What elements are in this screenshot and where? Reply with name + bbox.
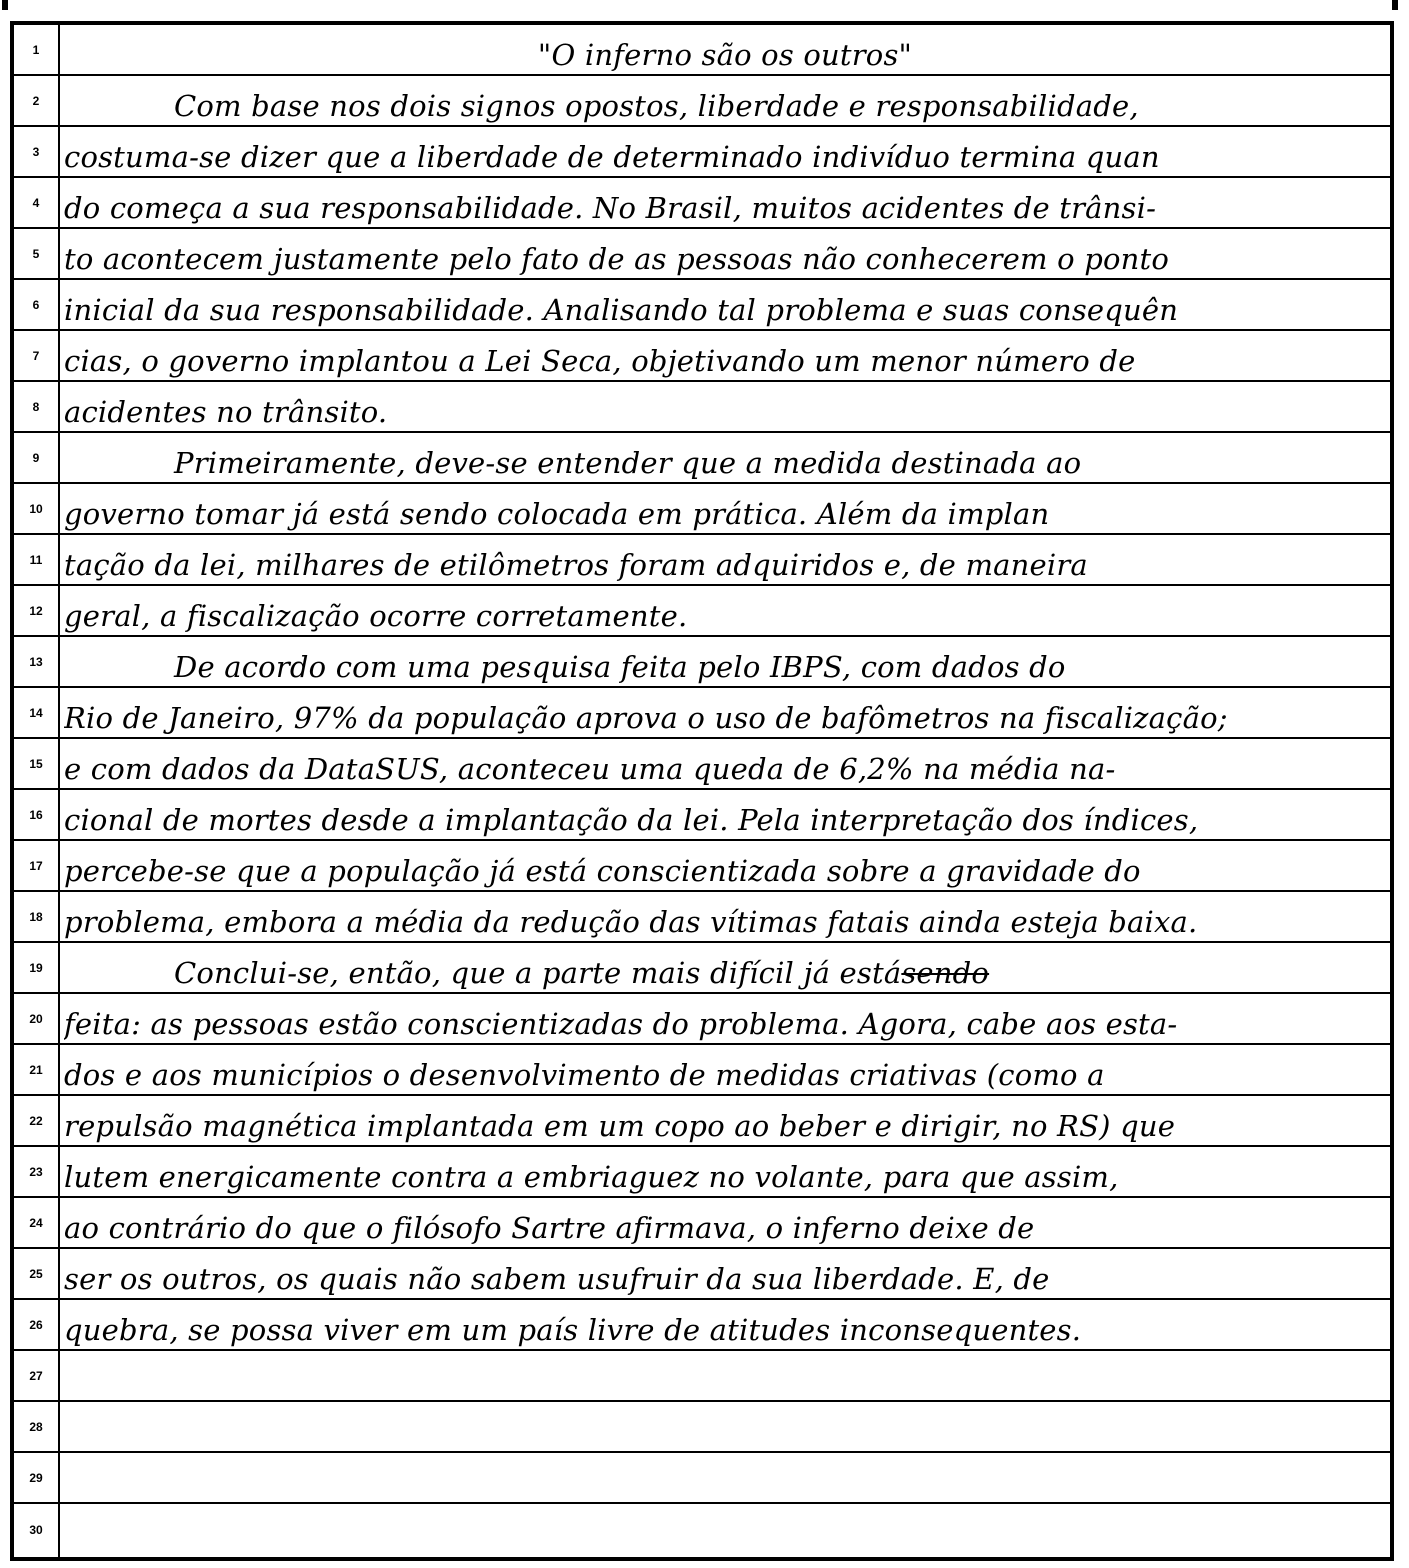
handwritten-text: to acontecem justamente pelo fato de as pessoas não conhecerem o ponto <box>64 242 1170 276</box>
essay-line <box>14 739 1390 790</box>
line-number: 28 <box>29 1419 43 1434</box>
essay-title <box>64 25 1386 73</box>
handwritten-text: e com dados da DataSUS, aconteceu uma queda de 6,2% na média na- <box>64 752 1116 786</box>
essay-line <box>14 1096 1390 1147</box>
essay-line <box>14 25 1390 76</box>
essay-line <box>14 331 1390 382</box>
line-text <box>64 1453 1386 1501</box>
struck-word: sendo <box>901 956 990 990</box>
handwritten-text: problema, embora a média da redução das vítimas fatais ainda esteja baixa. <box>64 905 1198 939</box>
essay-line <box>14 1453 1390 1504</box>
line-number: 13 <box>29 654 43 669</box>
handwritten-text: ao contrário do que o filósofo Sartre afirmava, o inferno deixe de <box>64 1211 1035 1245</box>
essay-line <box>14 892 1390 943</box>
handwritten-text: tação da lei, milhares de etilômetros foram adquiridos e, de maneira <box>64 548 1088 582</box>
line-text <box>64 1096 1386 1144</box>
essay-line <box>14 229 1390 280</box>
essay-line <box>14 382 1390 433</box>
line-text <box>64 1402 1386 1450</box>
handwritten-text: do começa a sua responsabilidade. No Brasil, muitos acidentes de trânsi- <box>64 191 1157 225</box>
line-text <box>64 739 1386 787</box>
handwritten-text: Conclui-se, então, que a parte mais difícil já está <box>174 956 902 990</box>
essay-line <box>14 586 1390 637</box>
handwritten-text: lutem energicamente contra a embriaguez no volante, para que assim, <box>64 1160 1119 1194</box>
essay-line <box>14 484 1390 535</box>
registration-mark-right <box>1392 0 1398 10</box>
line-text <box>64 1147 1386 1195</box>
handwritten-text: percebe-se que a população já está conscientizada sobre a gravidade do <box>64 854 1141 888</box>
handwritten-text: dos e aos municípios o desenvolvimento de medidas criativas (como a <box>64 1058 1105 1092</box>
line-text <box>64 943 1386 991</box>
essay-line <box>14 637 1390 688</box>
line-number: 29 <box>29 1470 43 1485</box>
line-text <box>64 178 1386 226</box>
line-number: 8 <box>32 399 40 414</box>
line-number: 3 <box>32 144 40 159</box>
line-number: 22 <box>29 1113 43 1128</box>
line-number: 1 <box>32 42 40 57</box>
essay-line <box>14 841 1390 892</box>
handwritten-text: cias, o governo implantou a Lei Seca, objetivando um menor número de <box>64 344 1136 378</box>
line-text <box>64 790 1386 838</box>
handwritten-text: "O inferno são os outros" <box>537 38 913 72</box>
line-text <box>64 688 1386 736</box>
line-number: 18 <box>29 909 43 924</box>
essay-line <box>14 1249 1390 1300</box>
line-text <box>64 127 1386 175</box>
essay-line <box>14 1402 1390 1453</box>
essay-line <box>14 76 1390 127</box>
essay-line <box>14 178 1390 229</box>
handwritten-text: Com base nos dois signos opostos, liberdade e responsabilidade, <box>174 89 1139 123</box>
handwritten-text: geral, a fiscalização ocorre corretamente. <box>64 599 688 633</box>
line-text <box>64 1351 1386 1399</box>
essay-line <box>14 790 1390 841</box>
line-number: 11 <box>29 552 43 567</box>
essay-line <box>14 433 1390 484</box>
essay-line <box>14 535 1390 586</box>
handwritten-text: costuma-se dizer que a liberdade de determinado indivíduo termina quan <box>64 140 1160 174</box>
line-text <box>64 637 1386 685</box>
line-number: 17 <box>29 858 43 873</box>
handwritten-text: Rio de Janeiro, 97% da população aprova o uso de bafômetros na fiscalização; <box>64 701 1228 735</box>
line-text <box>64 484 1386 532</box>
handwritten-text: Primeiramente, deve-se entender que a medida destinada ao <box>174 446 1082 480</box>
line-number: 24 <box>29 1215 43 1230</box>
handwritten-text: De acordo com uma pesquisa feita pelo IBPS, com dados do <box>174 650 1066 684</box>
line-text <box>64 1045 1386 1093</box>
essay-line <box>14 943 1390 994</box>
handwritten-text: acidentes no trânsito. <box>64 395 388 429</box>
essay-line <box>14 1504 1390 1555</box>
essay-line <box>14 1198 1390 1249</box>
line-number: 9 <box>32 450 40 465</box>
essay-line <box>14 1147 1390 1198</box>
line-text <box>64 535 1386 583</box>
handwritten-text: repulsão magnética implantada em um copo ao beber e dirigir, no RS) que <box>64 1109 1176 1143</box>
line-text <box>64 1506 1386 1554</box>
line-text <box>64 1300 1386 1348</box>
line-text <box>64 586 1386 634</box>
line-number: 27 <box>29 1368 43 1383</box>
essay-lines <box>14 25 1390 1557</box>
handwritten-text: ser os outros, os quais não sabem usufruir da sua liberdade. E, de <box>64 1262 1050 1296</box>
handwritten-text: inicial da sua responsabilidade. Analisando tal problema e suas consequên <box>64 293 1179 327</box>
line-text <box>64 1198 1386 1246</box>
line-number: 26 <box>29 1317 43 1332</box>
line-text <box>64 841 1386 889</box>
handwritten-text: feita: as pessoas estão conscientizadas do problema. Agora, cabe aos esta- <box>64 1007 1178 1041</box>
handwritten-text: governo tomar já está sendo colocada em prática. Além da implan <box>64 497 1050 531</box>
handwritten-text: cional de mortes desde a implantação da lei. Pela interpretação dos índices, <box>64 803 1199 837</box>
registration-mark-left <box>2 0 8 10</box>
line-text <box>64 1249 1386 1297</box>
line-number: 4 <box>32 195 40 210</box>
line-text <box>64 892 1386 940</box>
line-number: 7 <box>32 348 40 363</box>
essay-line <box>14 688 1390 739</box>
essay-line <box>14 127 1390 178</box>
essay-line <box>14 1351 1390 1402</box>
line-number: 19 <box>29 960 43 975</box>
line-number: 23 <box>29 1164 43 1179</box>
line-number: 20 <box>29 1011 43 1026</box>
line-text <box>64 331 1386 379</box>
essay-line <box>14 280 1390 331</box>
line-number: 10 <box>29 501 43 516</box>
line-number: 15 <box>29 756 43 771</box>
essay-line <box>14 1300 1390 1351</box>
line-text <box>64 994 1386 1042</box>
line-text <box>64 433 1386 481</box>
handwritten-text: quebra, se possa viver em um país livre de atitudes inconsequentes. <box>64 1313 1082 1347</box>
essay-line <box>14 1045 1390 1096</box>
essay-answer-sheet <box>10 21 1394 1561</box>
line-number: 6 <box>32 297 40 312</box>
line-text <box>64 229 1386 277</box>
line-number: 12 <box>29 603 43 618</box>
line-number: 21 <box>29 1062 43 1077</box>
line-number: 16 <box>29 807 43 822</box>
line-number: 14 <box>29 705 43 720</box>
line-number: 2 <box>32 93 40 108</box>
line-text <box>64 382 1386 430</box>
line-number: 5 <box>32 246 40 261</box>
line-text <box>64 76 1386 124</box>
line-text <box>64 280 1386 328</box>
essay-line <box>14 994 1390 1045</box>
line-number: 25 <box>29 1266 43 1281</box>
line-number: 30 <box>29 1522 43 1537</box>
